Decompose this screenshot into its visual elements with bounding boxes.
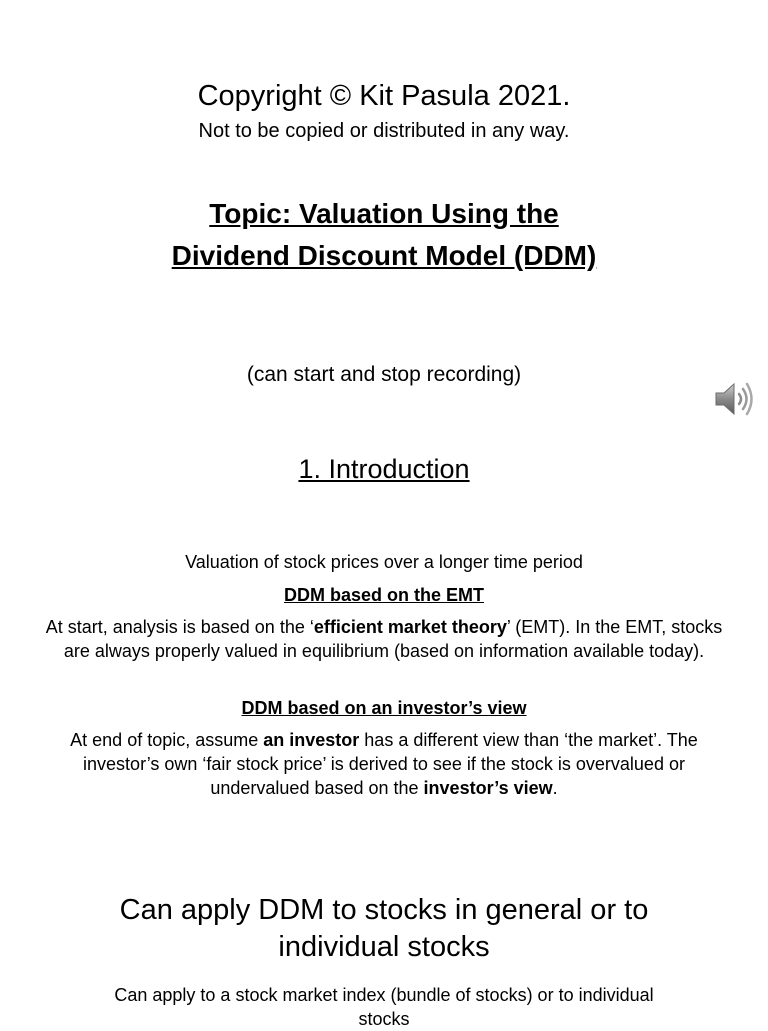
investor-text-1: At end of topic, assume xyxy=(70,730,264,750)
copyright-line: Copyright © Kit Pasula 2021. xyxy=(197,80,571,112)
topic-title xyxy=(0,193,768,277)
investor-text-3: . xyxy=(552,778,558,798)
investor-bold-2: investor’s view xyxy=(423,778,553,798)
apply-paragraph: Can apply to a stock market index (bundle of stocks) or to individual stocks xyxy=(114,985,654,1029)
investor-text-2: has a different view than ‘the market’. The investor’s own ‘fair stock price’ is derived to see if the stock is overvalued or undervalued based on the xyxy=(83,730,698,798)
apply-heading: Can apply DDM to stocks in general or to individual stocks xyxy=(119,894,649,963)
recording-note: (can start and stop recording) xyxy=(246,363,522,386)
emt-text-1: At start, analysis is based on the ‘ xyxy=(45,617,314,637)
emt-paragraph xyxy=(0,615,768,663)
speaker-icon[interactable] xyxy=(713,380,757,418)
valuation-line: Valuation of stock prices over a longer time period xyxy=(185,552,583,572)
investor-paragraph xyxy=(0,728,768,800)
topic-title-line-1: Topic: Valuation Using the xyxy=(209,198,559,229)
investor-heading: DDM based on an investor’s view xyxy=(241,698,527,718)
emt-heading: DDM based on the EMT xyxy=(283,585,484,605)
emt-text-2: ’ (EMT). In the EMT, stocks are always properly valued in equilibrium (based on information available today). xyxy=(63,617,723,661)
section-heading-introduction: 1. Introduction xyxy=(298,454,470,484)
investor-bold-1: an investor xyxy=(263,730,360,750)
emt-bold-term: efficient market theory xyxy=(313,617,507,637)
speaker-icon-graphic xyxy=(713,380,757,418)
copyright-notice: Not to be copied or distributed in any way. xyxy=(198,120,570,142)
topic-title-line-2: Dividend Discount Model (DDM) xyxy=(171,240,597,271)
